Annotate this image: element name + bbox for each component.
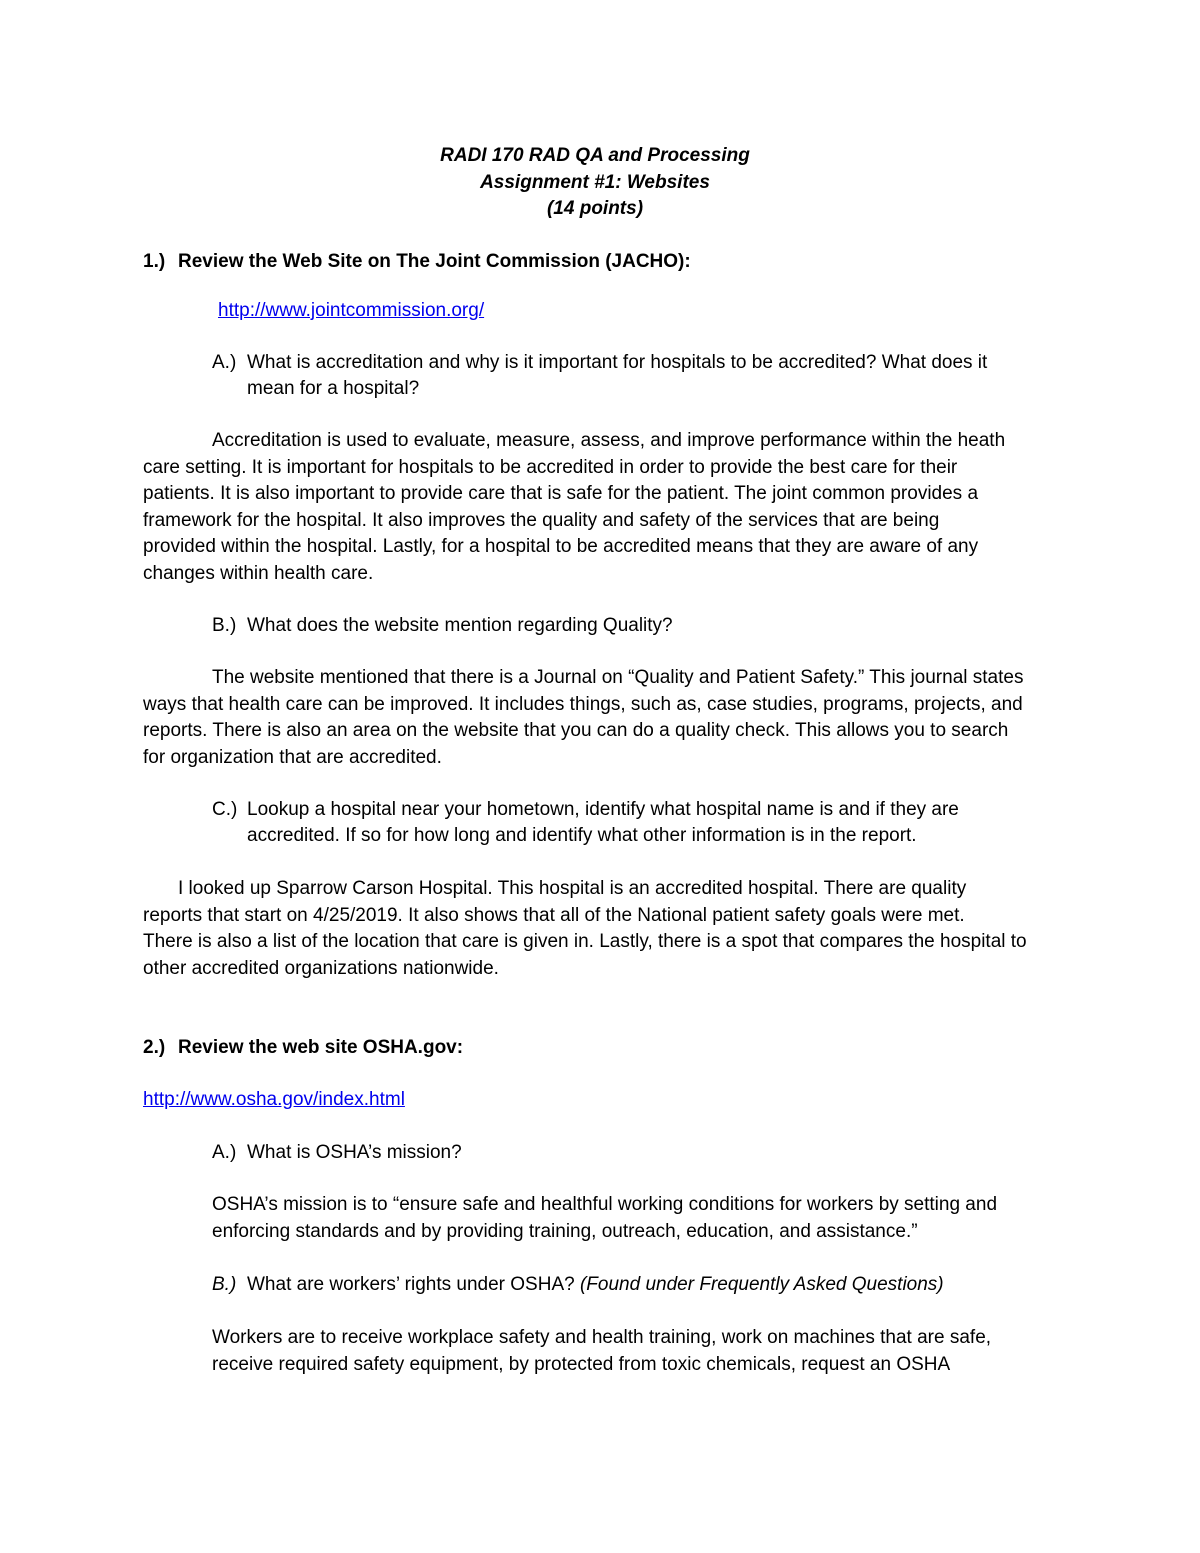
- answer-1b: [143, 665, 1023, 771]
- question-2b-line-1: [247, 1272, 944, 1299]
- answer-1a-line: patients. It is also important to provide care that is safe for the patient. The joint common provides a: [143, 483, 979, 504]
- answer-1b-line: for organization that are accredited.: [143, 746, 442, 768]
- question-2b-note: (Found under Frequently Asked Questions): [579, 1274, 944, 1295]
- answer-1c-line: There is also a list of the location that care is given in. Lastly, there is a spot that compares the hospital to: [143, 931, 1027, 952]
- question-1b-marker: B.): [212, 615, 237, 636]
- answer-1a-line: provided within the hospital. Lastly, for a hospital to be accredited means that they are aware of any: [143, 536, 979, 557]
- question-2a-marker: A.): [212, 1142, 237, 1163]
- answer-1b-line: reports. There is also an area on the website that you can do a quality check. This allows you to search: [143, 720, 1009, 741]
- course-title: RADI 170 RAD QA and Processing: [440, 145, 750, 166]
- answer-1b-line: ways that health care can be improved. It includes things, such as, case studies, programs, projects, and: [143, 693, 1023, 715]
- question-1c-line-2: accredited. If so for how long and identify what other information is in the report.: [247, 825, 917, 846]
- answer-2b-line: Workers are to receive workplace safety and health training, work on machines that are safe,: [212, 1327, 992, 1348]
- question-1c-line-1: Lookup a hospital near your hometown, identify what hospital name is and if they are: [247, 799, 959, 820]
- answer-1b-line: The website mentioned that there is a Journal on “Quality and Patient Safety.” This journal states: [212, 667, 1024, 688]
- section-1-number: 1.): [143, 251, 166, 272]
- answer-1a: [143, 428, 1005, 587]
- answer-2b: [212, 1325, 991, 1378]
- question-1c-marker: C.): [212, 799, 238, 820]
- answer-1c: [143, 876, 1027, 982]
- answer-1a-line: care setting. It is important for hospitals to be accredited in order to provide the best care for their: [143, 456, 958, 478]
- assignment-title: Assignment #1: Websites: [480, 172, 710, 193]
- answer-2a: [212, 1192, 997, 1245]
- answer-2a-line: enforcing standards and by providing training, outreach, education, and assistance.”: [212, 1220, 918, 1242]
- answer-1a-line: Accreditation is used to evaluate, measure, assess, and improve performance within the heath: [212, 430, 1006, 451]
- section-2-number: 2.): [143, 1037, 166, 1058]
- answer-2a-line: OSHA’s mission is to “ensure safe and healthful working conditions for workers by setting and: [212, 1194, 998, 1215]
- jointcommission-link[interactable]: http://www.jointcommission.org/: [218, 300, 485, 321]
- osha-link[interactable]: http://www.osha.gov/index.html: [143, 1089, 405, 1110]
- answer-1c-line: other accredited organizations nationwide.: [143, 957, 499, 979]
- answer-1c-line: reports that start on 4/25/2019. It also shows that all of the National patient safety goals were met.: [143, 904, 965, 926]
- points-label: (14 points): [546, 198, 644, 219]
- question-2a-line-1: What is OSHA’s mission?: [247, 1142, 462, 1163]
- question-1a-marker: A.): [212, 352, 237, 373]
- answer-1c-line: I looked up Sparrow Carson Hospital. This hospital is an accredited hospital. There are quality: [178, 878, 967, 899]
- section-2-title: Review the web site OSHA.gov:: [178, 1037, 464, 1058]
- question-2b-marker: B.): [212, 1274, 237, 1295]
- answer-1a-line: framework for the hospital. It also improves the quality and safety of the services that are being: [143, 509, 940, 531]
- question-1b-line-1: What does the website mention regarding Quality?: [247, 615, 673, 636]
- answer-1a-line: changes within health care.: [143, 562, 374, 584]
- question-1a-line-1: What is accreditation and why is it important for hospitals to be accredited? What does it: [247, 352, 988, 373]
- question-2b-text: What are workers’ rights under OSHA?: [247, 1274, 575, 1295]
- section-1-title: Review the Web Site on The Joint Commission (JACHO):: [178, 251, 691, 272]
- question-1a-line-2: mean for a hospital?: [247, 378, 420, 399]
- answer-2b-line: receive required safety equipment, by protected from toxic chemicals, request an OSHA: [212, 1353, 951, 1375]
